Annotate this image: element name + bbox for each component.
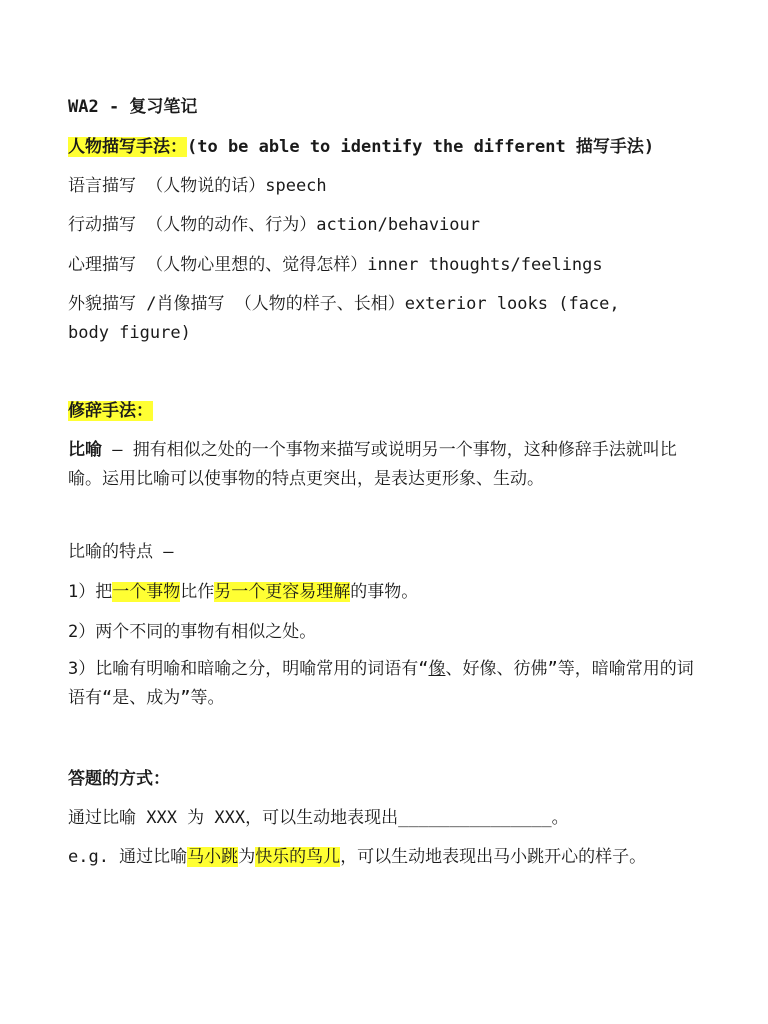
technique-item-action: 行动描写 （人物的动作、行为）action/behaviour	[68, 215, 480, 235]
answer-example-prefix: e.g. 通过比喻	[68, 847, 188, 867]
feature-point-1-highlight-b: 另一个更容易理解	[214, 582, 351, 602]
metaphor-definition	[68, 436, 698, 494]
feature-point-2: 2）两个不同的事物有相似之处。	[68, 622, 317, 642]
technique-item-looks-line2: body figure)	[68, 323, 191, 343]
technique-item-looks-line1: 外貌描写 /肖像描写 （人物的样子、长相）exterior looks (face,	[68, 294, 620, 314]
metaphor-features-label: 比喻的特点 –	[68, 542, 174, 562]
section2-heading: 修辞手法：	[68, 401, 153, 421]
feature-point-1-mid: 比作	[180, 582, 215, 602]
section1-heading-line	[68, 135, 654, 159]
metaphor-definition-text: – 拥有相似之处的一个事物来描写或说明另一个事物，这种修辞手法就叫比喻。运用比喻可以使事物的特点更突出，是表达更形象、生动。	[68, 440, 677, 489]
feature-point-3-suffix: 、好像、彷佛”等，暗喻常用的词语有“是、成为”等。	[68, 659, 694, 708]
section2-heading-line	[68, 399, 153, 423]
feature-point-3-prefix: 3）比喻有明喻和暗喻之分，明喻常用的词语有“	[68, 659, 429, 679]
technique-item-speech: 语言描写 （人物说的话）speech	[68, 176, 327, 196]
section3-heading: 答题的方式：	[68, 769, 170, 789]
feature-point-1-suffix: 的事物。	[350, 582, 419, 602]
section1-heading-note: (to be able to identify the different 描写手法)	[187, 137, 655, 157]
answer-example-highlight-a: 马小跳	[187, 847, 239, 867]
answer-example-suffix: ，可以生动地表现出马小跳开心的样子。	[340, 847, 647, 867]
feature-point-1-prefix: 1）把	[68, 582, 113, 602]
feature-point-3	[68, 655, 698, 713]
metaphor-term: 比喻	[68, 440, 102, 460]
feature-point-1-highlight-a: 一个事物	[112, 582, 181, 602]
answer-example-highlight-b: 快乐的鸟儿	[255, 847, 341, 867]
section1-heading: 人物描写手法：	[68, 137, 187, 157]
technique-item-thoughts: 心理描写 （人物心里想的、觉得怎样）inner thoughts/feelings	[68, 255, 603, 275]
page-title: WA2 - 复习笔记	[68, 97, 198, 117]
answer-template: 通过比喻 XXX 为 XXX，可以生动地表现出_______________。	[68, 808, 569, 828]
answer-example-mid: 为	[238, 847, 256, 867]
feature-point-3-underlined: 像	[428, 659, 446, 679]
feature-point-1	[68, 580, 418, 604]
answer-example	[68, 843, 698, 872]
